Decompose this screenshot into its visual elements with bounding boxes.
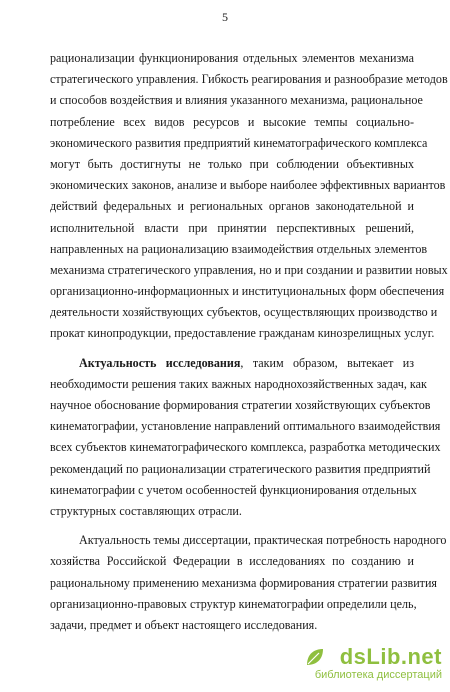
text-line: рекомендаций по рационализации стратегического развития предприятий (50, 461, 431, 476)
watermark-subtitle: библиотека диссертаций (314, 669, 442, 681)
text-line: экономических законов, анализе и выборе наиболее эффективных вариантов (50, 178, 446, 193)
text-line: рациональному применению механизма формирования стратегии развития (50, 575, 437, 590)
text-line: направленных на рационализацию взаимодействия отдельных элементов (50, 241, 428, 256)
text-line: организационно-правовых структур кинематографии определили цель, (50, 596, 417, 611)
text-line: деятельности хозяйствующих субъектов, осуществляющих производство и (50, 305, 438, 320)
text-line: организационно-информационных и институциональных форм обеспечения (50, 284, 445, 299)
text-line: исполнительной власти при принятии перспективных решений, (50, 220, 414, 235)
text-line: могут быть достигнуты не только при соблюдении объективных (50, 156, 414, 171)
text-line: механизма стратегического управления, но и при создании и развитии новых (50, 262, 448, 277)
text-line: задачи, предмет и объект настоящего исследования. (50, 617, 318, 632)
paragraph-2 (50, 353, 441, 523)
paragraph-3 (50, 530, 447, 636)
watermark-logo: dsLib.net (339, 644, 442, 669)
text-line: потребление всех видов ресурсов и высокие темпы социально- (50, 114, 414, 129)
document-body (50, 48, 448, 636)
text-line: прокат кинопродукции, предоставление гражданам кинозрелищных услуг. (50, 326, 435, 341)
text-line: кинематографии, установление направлений оптимального взаимодействия (50, 419, 441, 434)
text-line: стратегического управления. Гибкость реагирования и разнообразие методов (50, 72, 448, 87)
text-line: структурных составляющих отрасли. (50, 503, 242, 518)
dslib-watermark (292, 644, 442, 684)
text-span: , таким образом, вытекает из (240, 355, 414, 370)
text-line (50, 353, 414, 374)
text-line: действий федеральных и региональных органов законодательной и (50, 199, 414, 214)
text-line: необходимости решения таких важных народнохозяйственных задач, как (50, 376, 427, 391)
text-line: экономического развития предприятий кинематографического комплекса (50, 135, 428, 150)
paragraph-1 (50, 48, 448, 345)
text-line: всех субъектов кинематографического комплекса, разработка методических (50, 440, 441, 455)
text-line: Актуальность темы диссертации, практическая потребность народного (79, 533, 447, 548)
leaf-icon (304, 646, 326, 668)
text-line: научное обоснование формирования стратегии хозяйствующих субъектов (50, 398, 431, 412)
text-line: хозяйства Российской Федерации в исследованиях по созданию и (50, 554, 414, 569)
text-line: кинематографии с учетом особенностей функционирования отдельных (50, 482, 417, 497)
emphasis-text: Актуальность исследования (79, 355, 241, 370)
text-line: и способов воздействия и влияния указанного механизма, рациональное (50, 93, 423, 108)
text-line: рационализации функционирования отдельных элементов механизма (50, 51, 414, 65)
page-number: 5 (222, 10, 228, 24)
